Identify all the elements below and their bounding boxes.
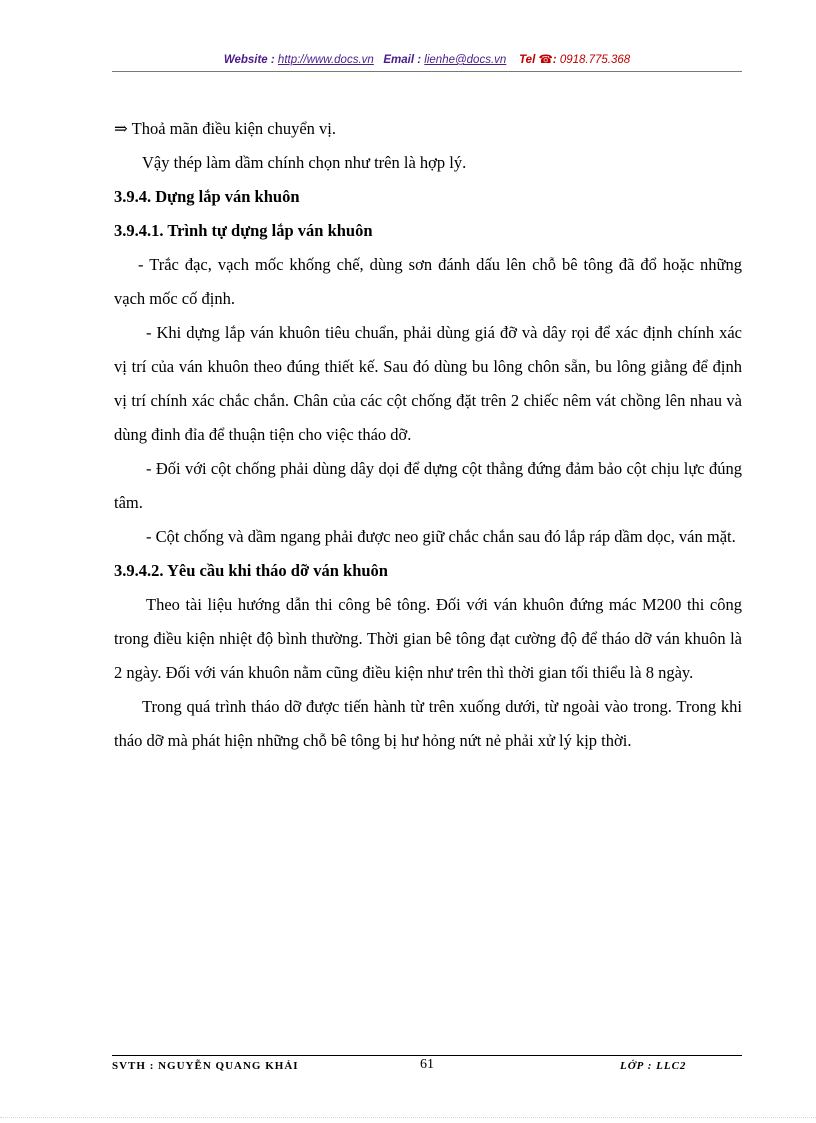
paragraph-removal-order: Trong quá trình tháo dỡ được tiến hành từ trên xuống dưới, từ ngoài vào trong. Trong khi tháo dỡ mà phát hiện những chỗ bê tông bị hư hỏng nứt nẻ phải xử lý kịp thời.	[114, 697, 742, 750]
section-heading-3-9-4-2: 3.9.4.2. Yêu cầu khi tháo dỡ ván khuôn	[114, 561, 388, 580]
phone-number: 0918.775.368	[559, 54, 631, 66]
website-label: Website :	[223, 54, 278, 66]
paragraph-props: - Đối với cột chống phải dùng dây dọi để dựng cột thẳng đứng đảm bảo cột chịu lực đúng tâm.	[114, 459, 742, 512]
document-body	[114, 112, 742, 758]
paragraph-removal-time: Theo tài liệu hướng dẫn thi công bê tông. Đối với ván khuôn đứng mác M200 thi công trong điều kiện nhiệt độ bình thường. Thời gian bê tông đạt cường độ để tháo dỡ ván khuôn là 2 ngày. Đối với ván khuôn nằm cũng điều kiện như trên thì thời gian tối thiểu là 8 ngày.	[114, 595, 742, 682]
paragraph-assembly: - Khi dựng lắp ván khuôn tiêu chuẩn, phải dùng giá đỡ và dây rọi để xác định chính xác vị trí của ván khuôn theo đúng thiết kế. Sau đó dùng bu lông chôn sẵn, bu lông giằng để định vị trí chính xác chắc chắn. Chân của các cột chống đặt trên 2 chiếc nêm vát chồng lên nhau và dùng đinh đỉa để thuận tiện cho việc tháo dỡ.	[114, 323, 742, 444]
paragraph-steel-choice: Vậy thép làm dầm chính chọn như trên là hợp lý.	[142, 153, 467, 172]
phone-info	[519, 54, 630, 66]
page-number: 61	[420, 1057, 434, 1072]
header-divider	[112, 71, 742, 72]
email-link[interactable]: lienhe@docs.vn	[424, 54, 507, 66]
website-link[interactable]: http://www.docs.vn	[277, 54, 374, 66]
page-header	[112, 52, 742, 66]
section-heading-3-9-4-1: 3.9.4.1. Trình tự dựng lắp ván khuôn	[114, 221, 373, 240]
footer-class: LỚP : LLC2	[620, 1060, 687, 1072]
page-bottom-edge	[0, 1117, 816, 1118]
paragraph-survey: - Trắc đạc, vạch mốc khống chế, dùng sơn đánh dấu lên chỗ bê tông đã đổ hoặc những vạch mốc cố định.	[114, 255, 742, 308]
footer-student: SVTH : NGUYỄN QUANG KHẢI	[112, 1060, 299, 1072]
paragraph-beams: - Cột chống và dầm ngang phải được neo giữ chắc chắn sau đó lắp ráp dầm dọc, ván mặt.	[146, 527, 736, 546]
footer-divider	[112, 1055, 742, 1056]
phone-label: Tel ☎:	[519, 54, 560, 66]
section-heading-3-9-4: 3.9.4. Dựng lắp ván khuôn	[114, 187, 300, 206]
email-label: Email :	[383, 54, 425, 66]
paragraph-conclusion: ⇒ Thoả mãn điều kiện chuyển vị.	[114, 119, 337, 138]
page-footer	[112, 1057, 742, 1079]
